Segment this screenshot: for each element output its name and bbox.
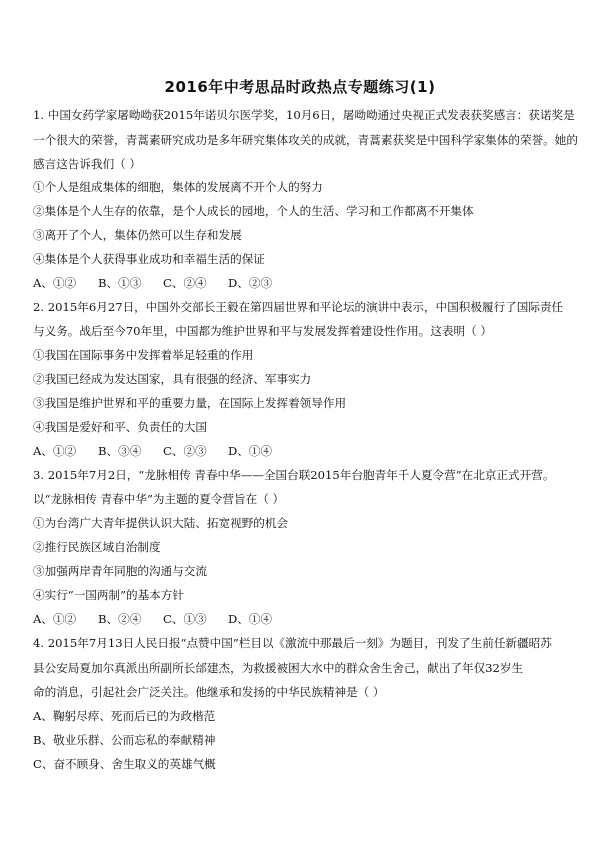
q2-stem-line-1: 2. 2015年6月27日，中国外交部长王毅在第四届世界和平论坛的演讲中表示，中国积极履行了国际责任 <box>33 300 564 314</box>
q3-item-3: ③加强两岸青年同胞的沟通与交流 <box>33 564 207 578</box>
q2-option-b: B、③④ <box>98 444 142 458</box>
q1-stem-line-3: 感言这告诉我们（ ） <box>33 157 142 171</box>
q1-options <box>33 276 272 290</box>
q2-stem-line-2: 与义务。战后至今70年里，中国都为维护世界和平与发展发挥着建设性作用。这表明（ ） <box>33 324 493 338</box>
q4-stem-line-3: 命的消息，引起社会广泛关注。他继承和发扬的中华民族精神是（ ） <box>33 685 385 699</box>
q1-option-c: C、②④ <box>163 276 207 290</box>
q2-option-a: A、①② <box>33 444 77 458</box>
q2-options <box>33 444 272 458</box>
q1-option-d: D、②③ <box>228 276 273 290</box>
q4-stem-line-1: 4. 2015年7月13日人民日报“点赞中国”栏目以《激流中那最后一刻》为题目，刊发了生前任新疆昭苏 <box>33 636 552 650</box>
q3-option-d: D、①④ <box>228 612 273 626</box>
q1-item-4: ④集体是个人获得事业成功和幸福生活的保证 <box>33 252 265 266</box>
q3-item-2: ②推行民族区域自治制度 <box>33 540 161 554</box>
q3-stem-line-2: 以“龙脉相传 青春中华”为主题的夏令营旨在（ ） <box>33 492 285 506</box>
q3-item-1: ①为台湾广大青年提供认识大陆、拓宽视野的机会 <box>33 516 289 530</box>
q2-item-1: ①我国在国际事务中发挥着举足轻重的作用 <box>33 348 254 362</box>
q3-option-c: C、①③ <box>163 612 207 626</box>
q1-item-1: ①个人是组成集体的细胞，集体的发展离不开个人的努力 <box>33 180 323 194</box>
q1-option-a: A、①② <box>33 276 77 290</box>
q2-item-3: ③我国是维护世界和平的重要力量，在国际上发挥着领导作用 <box>33 396 347 410</box>
q1-item-2: ②集体是个人生存的依靠，是个人成长的园地，个人的生活、学习和工作都离不开集体 <box>33 204 474 218</box>
q2-option-c: C、②③ <box>163 444 207 458</box>
q2-item-2: ②我国已经成为发达国家，具有很强的经济、军事实力 <box>33 372 312 386</box>
q4-stem-line-2: 县公安局夏加尔真派出所副所长邰建杰，为救援被困大水中的群众舍生舍己，献出了年仅32岁生 <box>33 661 524 675</box>
q1-option-b: B、①③ <box>98 276 142 290</box>
q4-item-b: B、敬业乐群、公而忘私的奉献精神 <box>33 733 216 747</box>
q3-stem-line-1: 3. 2015年7月2日，“龙脉相传 青春中华——全国台联2015年台胞青年千人夏令营”在北京正式开营。 <box>33 468 555 482</box>
q2-item-4: ④我国是爱好和平、负责任的大国 <box>33 420 207 434</box>
q2-option-d: D、①④ <box>228 444 273 458</box>
q3-options <box>33 612 272 626</box>
q1-stem-line-2: 一个很大的荣誉，青蒿素研究成功是多年研究集体攻关的成就，青蒿素获奖是中国科学家集体的荣誉。她的 <box>33 133 578 147</box>
q4-item-c: C、奋不顾身、舍生取义的英雄气概 <box>33 757 216 771</box>
q4-item-a: A、鞠躬尽瘁、死而后已的为政楷范 <box>33 709 216 723</box>
page-title: 2016年中考思品时政热点专题练习(1) <box>164 78 436 96</box>
q1-item-3: ③离开了个人，集体仍然可以生存和发展 <box>33 228 242 242</box>
q3-item-4: ④实行“一国两制”的基本方针 <box>33 588 184 602</box>
q3-option-b: B、②④ <box>98 612 142 626</box>
q3-option-a: A、①② <box>33 612 77 626</box>
q1-stem-line-1: 1. 中国女药学家屠呦呦获2015年诺贝尔医学奖，10月6日，屠呦呦通过央视正式发表获奖感言：获诺奖是 <box>33 108 575 122</box>
